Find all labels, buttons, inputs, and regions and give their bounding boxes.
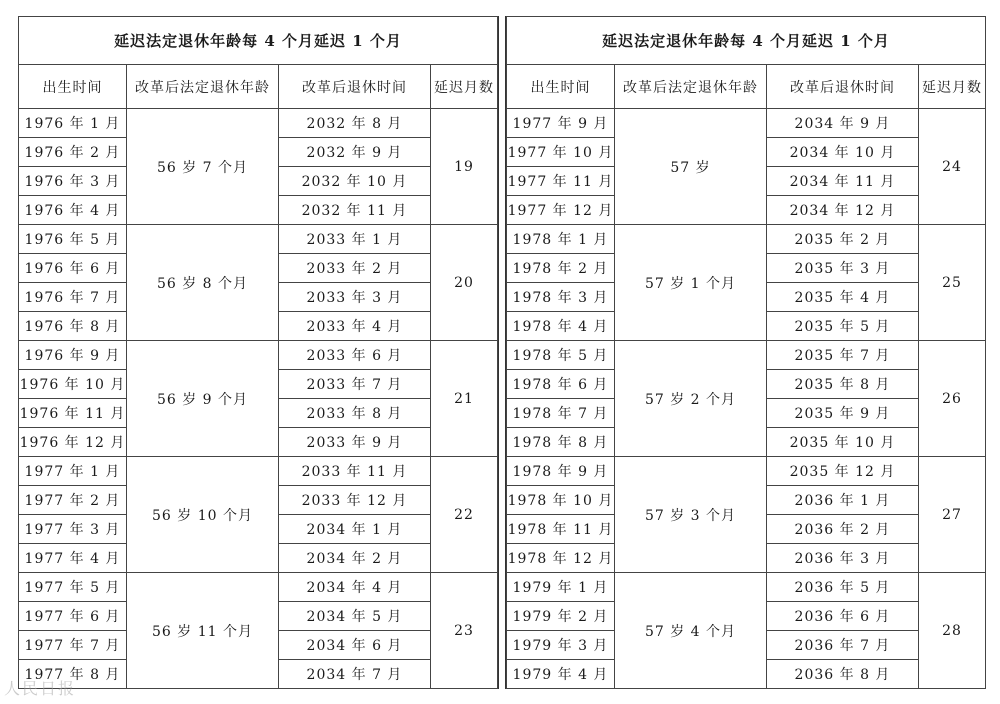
delay-months-cell: 28 bbox=[919, 573, 986, 689]
retirement-date-cell: 2034 年 5 月 bbox=[279, 602, 431, 631]
retirement-date-cell: 2034 年 7 月 bbox=[279, 660, 431, 689]
table-row bbox=[19, 573, 498, 602]
header-retirement-age: 改革后法定退休年龄 bbox=[127, 65, 279, 109]
birth-date-cell: 1977 年 9 月 bbox=[507, 109, 615, 138]
birth-date-cell: 1976 年 1 月 bbox=[19, 109, 127, 138]
table-title: 延迟法定退休年龄每 4 个月延迟 1 个月 bbox=[507, 17, 986, 65]
delay-months-cell: 25 bbox=[919, 225, 986, 341]
birth-date-cell: 1978 年 4 月 bbox=[507, 312, 615, 341]
birth-date-cell: 1979 年 4 月 bbox=[507, 660, 615, 689]
birth-date-cell: 1977 年 7 月 bbox=[19, 631, 127, 660]
birth-date-cell: 1979 年 1 月 bbox=[507, 573, 615, 602]
birth-date-cell: 1978 年 8 月 bbox=[507, 428, 615, 457]
retirement-date-cell: 2033 年 2 月 bbox=[279, 254, 431, 283]
table-row bbox=[507, 573, 986, 602]
table-row bbox=[19, 225, 498, 254]
header-delay-months: 延迟月数 bbox=[431, 65, 498, 109]
retirement-date-cell: 2033 年 12 月 bbox=[279, 486, 431, 515]
retirement-date-cell: 2034 年 2 月 bbox=[279, 544, 431, 573]
retirement-age-cell: 57 岁 1 个月 bbox=[615, 225, 767, 341]
birth-date-cell: 1976 年 9 月 bbox=[19, 341, 127, 370]
table-title: 延迟法定退休年龄每 4 个月延迟 1 个月 bbox=[19, 17, 498, 65]
retirement-age-cell: 57 岁 bbox=[615, 109, 767, 225]
retirement-date-cell: 2034 年 12 月 bbox=[767, 196, 919, 225]
delay-months-cell: 27 bbox=[919, 457, 986, 573]
table-row bbox=[507, 109, 986, 138]
retirement-date-cell: 2034 年 11 月 bbox=[767, 167, 919, 196]
birth-date-cell: 1977 年 5 月 bbox=[19, 573, 127, 602]
table-row bbox=[19, 341, 498, 370]
retirement-date-cell: 2032 年 11 月 bbox=[279, 196, 431, 225]
retirement-date-cell: 2034 年 6 月 bbox=[279, 631, 431, 660]
birth-date-cell: 1977 年 6 月 bbox=[19, 602, 127, 631]
retirement-age-cell: 56 岁 8 个月 bbox=[127, 225, 279, 341]
right-table bbox=[506, 16, 986, 689]
retirement-date-cell: 2035 年 5 月 bbox=[767, 312, 919, 341]
birth-date-cell: 1978 年 6 月 bbox=[507, 370, 615, 399]
birth-date-cell: 1978 年 5 月 bbox=[507, 341, 615, 370]
retirement-date-cell: 2035 年 10 月 bbox=[767, 428, 919, 457]
table-row bbox=[507, 225, 986, 254]
birth-date-cell: 1976 年 10 月 bbox=[19, 370, 127, 399]
birth-date-cell: 1977 年 3 月 bbox=[19, 515, 127, 544]
birth-date-cell: 1977 年 10 月 bbox=[507, 138, 615, 167]
birth-date-cell: 1976 年 4 月 bbox=[19, 196, 127, 225]
birth-date-cell: 1978 年 10 月 bbox=[507, 486, 615, 515]
birth-date-cell: 1978 年 7 月 bbox=[507, 399, 615, 428]
retirement-age-cell: 56 岁 7 个月 bbox=[127, 109, 279, 225]
birth-date-cell: 1976 年 12 月 bbox=[19, 428, 127, 457]
delay-months-cell: 20 bbox=[431, 225, 498, 341]
delay-months-cell: 23 bbox=[431, 573, 498, 689]
delay-months-cell: 26 bbox=[919, 341, 986, 457]
birth-date-cell: 1976 年 8 月 bbox=[19, 312, 127, 341]
retirement-date-cell: 2034 年 4 月 bbox=[279, 573, 431, 602]
table-row bbox=[19, 109, 498, 138]
birth-date-cell: 1976 年 11 月 bbox=[19, 399, 127, 428]
retirement-date-cell: 2033 年 8 月 bbox=[279, 399, 431, 428]
birth-date-cell: 1978 年 3 月 bbox=[507, 283, 615, 312]
birth-date-cell: 1976 年 2 月 bbox=[19, 138, 127, 167]
retirement-date-cell: 2035 年 7 月 bbox=[767, 341, 919, 370]
header-birth-date: 出生时间 bbox=[507, 65, 615, 109]
retirement-date-cell: 2035 年 9 月 bbox=[767, 399, 919, 428]
retirement-date-cell: 2035 年 3 月 bbox=[767, 254, 919, 283]
birth-date-cell: 1976 年 6 月 bbox=[19, 254, 127, 283]
birth-date-cell: 1977 年 4 月 bbox=[19, 544, 127, 573]
watermark-logo: 人民日报 bbox=[4, 679, 77, 698]
birth-date-cell: 1977 年 1 月 bbox=[19, 457, 127, 486]
delay-months-cell: 21 bbox=[431, 341, 498, 457]
retirement-date-cell: 2034 年 1 月 bbox=[279, 515, 431, 544]
retirement-date-cell: 2034 年 10 月 bbox=[767, 138, 919, 167]
retirement-date-cell: 2036 年 3 月 bbox=[767, 544, 919, 573]
birth-date-cell: 1978 年 2 月 bbox=[507, 254, 615, 283]
birth-date-cell: 1976 年 7 月 bbox=[19, 283, 127, 312]
retirement-date-cell: 2033 年 7 月 bbox=[279, 370, 431, 399]
retirement-age-cell: 56 岁 10 个月 bbox=[127, 457, 279, 573]
birth-date-cell: 1977 年 12 月 bbox=[507, 196, 615, 225]
retirement-delay-tables bbox=[18, 16, 986, 689]
birth-date-cell: 1979 年 3 月 bbox=[507, 631, 615, 660]
retirement-date-cell: 2036 年 5 月 bbox=[767, 573, 919, 602]
birth-date-cell: 1977 年 8 月 bbox=[19, 660, 127, 689]
retirement-date-cell: 2033 年 4 月 bbox=[279, 312, 431, 341]
header-birth-date: 出生时间 bbox=[19, 65, 127, 109]
retirement-date-cell: 2033 年 11 月 bbox=[279, 457, 431, 486]
retirement-age-cell: 56 岁 9 个月 bbox=[127, 341, 279, 457]
retirement-date-cell: 2035 年 8 月 bbox=[767, 370, 919, 399]
retirement-date-cell: 2033 年 6 月 bbox=[279, 341, 431, 370]
retirement-date-cell: 2032 年 10 月 bbox=[279, 167, 431, 196]
retirement-date-cell: 2032 年 9 月 bbox=[279, 138, 431, 167]
retirement-date-cell: 2033 年 3 月 bbox=[279, 283, 431, 312]
delay-months-cell: 24 bbox=[919, 109, 986, 225]
left-table bbox=[18, 16, 498, 689]
retirement-date-cell: 2033 年 1 月 bbox=[279, 225, 431, 254]
retirement-date-cell: 2032 年 8 月 bbox=[279, 109, 431, 138]
birth-date-cell: 1978 年 12 月 bbox=[507, 544, 615, 573]
retirement-date-cell: 2036 年 1 月 bbox=[767, 486, 919, 515]
retirement-date-cell: 2035 年 12 月 bbox=[767, 457, 919, 486]
birth-date-cell: 1977 年 2 月 bbox=[19, 486, 127, 515]
retirement-date-cell: 2036 年 7 月 bbox=[767, 631, 919, 660]
birth-date-cell: 1978 年 1 月 bbox=[507, 225, 615, 254]
header-retirement-date: 改革后退休时间 bbox=[767, 65, 919, 109]
delay-months-cell: 19 bbox=[431, 109, 498, 225]
retirement-date-cell: 2034 年 9 月 bbox=[767, 109, 919, 138]
delay-months-cell: 22 bbox=[431, 457, 498, 573]
table-row bbox=[19, 457, 498, 486]
birth-date-cell: 1978 年 11 月 bbox=[507, 515, 615, 544]
birth-date-cell: 1979 年 2 月 bbox=[507, 602, 615, 631]
retirement-age-cell: 57 岁 2 个月 bbox=[615, 341, 767, 457]
birth-date-cell: 1976 年 5 月 bbox=[19, 225, 127, 254]
retirement-date-cell: 2036 年 6 月 bbox=[767, 602, 919, 631]
table-row bbox=[507, 341, 986, 370]
header-retirement-age: 改革后法定退休年龄 bbox=[615, 65, 767, 109]
birth-date-cell: 1977 年 11 月 bbox=[507, 167, 615, 196]
table-divider bbox=[498, 16, 506, 689]
retirement-date-cell: 2036 年 2 月 bbox=[767, 515, 919, 544]
retirement-date-cell: 2035 年 4 月 bbox=[767, 283, 919, 312]
birth-date-cell: 1976 年 3 月 bbox=[19, 167, 127, 196]
retirement-age-cell: 57 岁 3 个月 bbox=[615, 457, 767, 573]
retirement-age-cell: 56 岁 11 个月 bbox=[127, 573, 279, 689]
retirement-date-cell: 2035 年 2 月 bbox=[767, 225, 919, 254]
header-retirement-date: 改革后退休时间 bbox=[279, 65, 431, 109]
table-row bbox=[507, 457, 986, 486]
birth-date-cell: 1978 年 9 月 bbox=[507, 457, 615, 486]
retirement-age-cell: 57 岁 4 个月 bbox=[615, 573, 767, 689]
retirement-date-cell: 2033 年 9 月 bbox=[279, 428, 431, 457]
retirement-date-cell: 2036 年 8 月 bbox=[767, 660, 919, 689]
header-delay-months: 延迟月数 bbox=[919, 65, 986, 109]
